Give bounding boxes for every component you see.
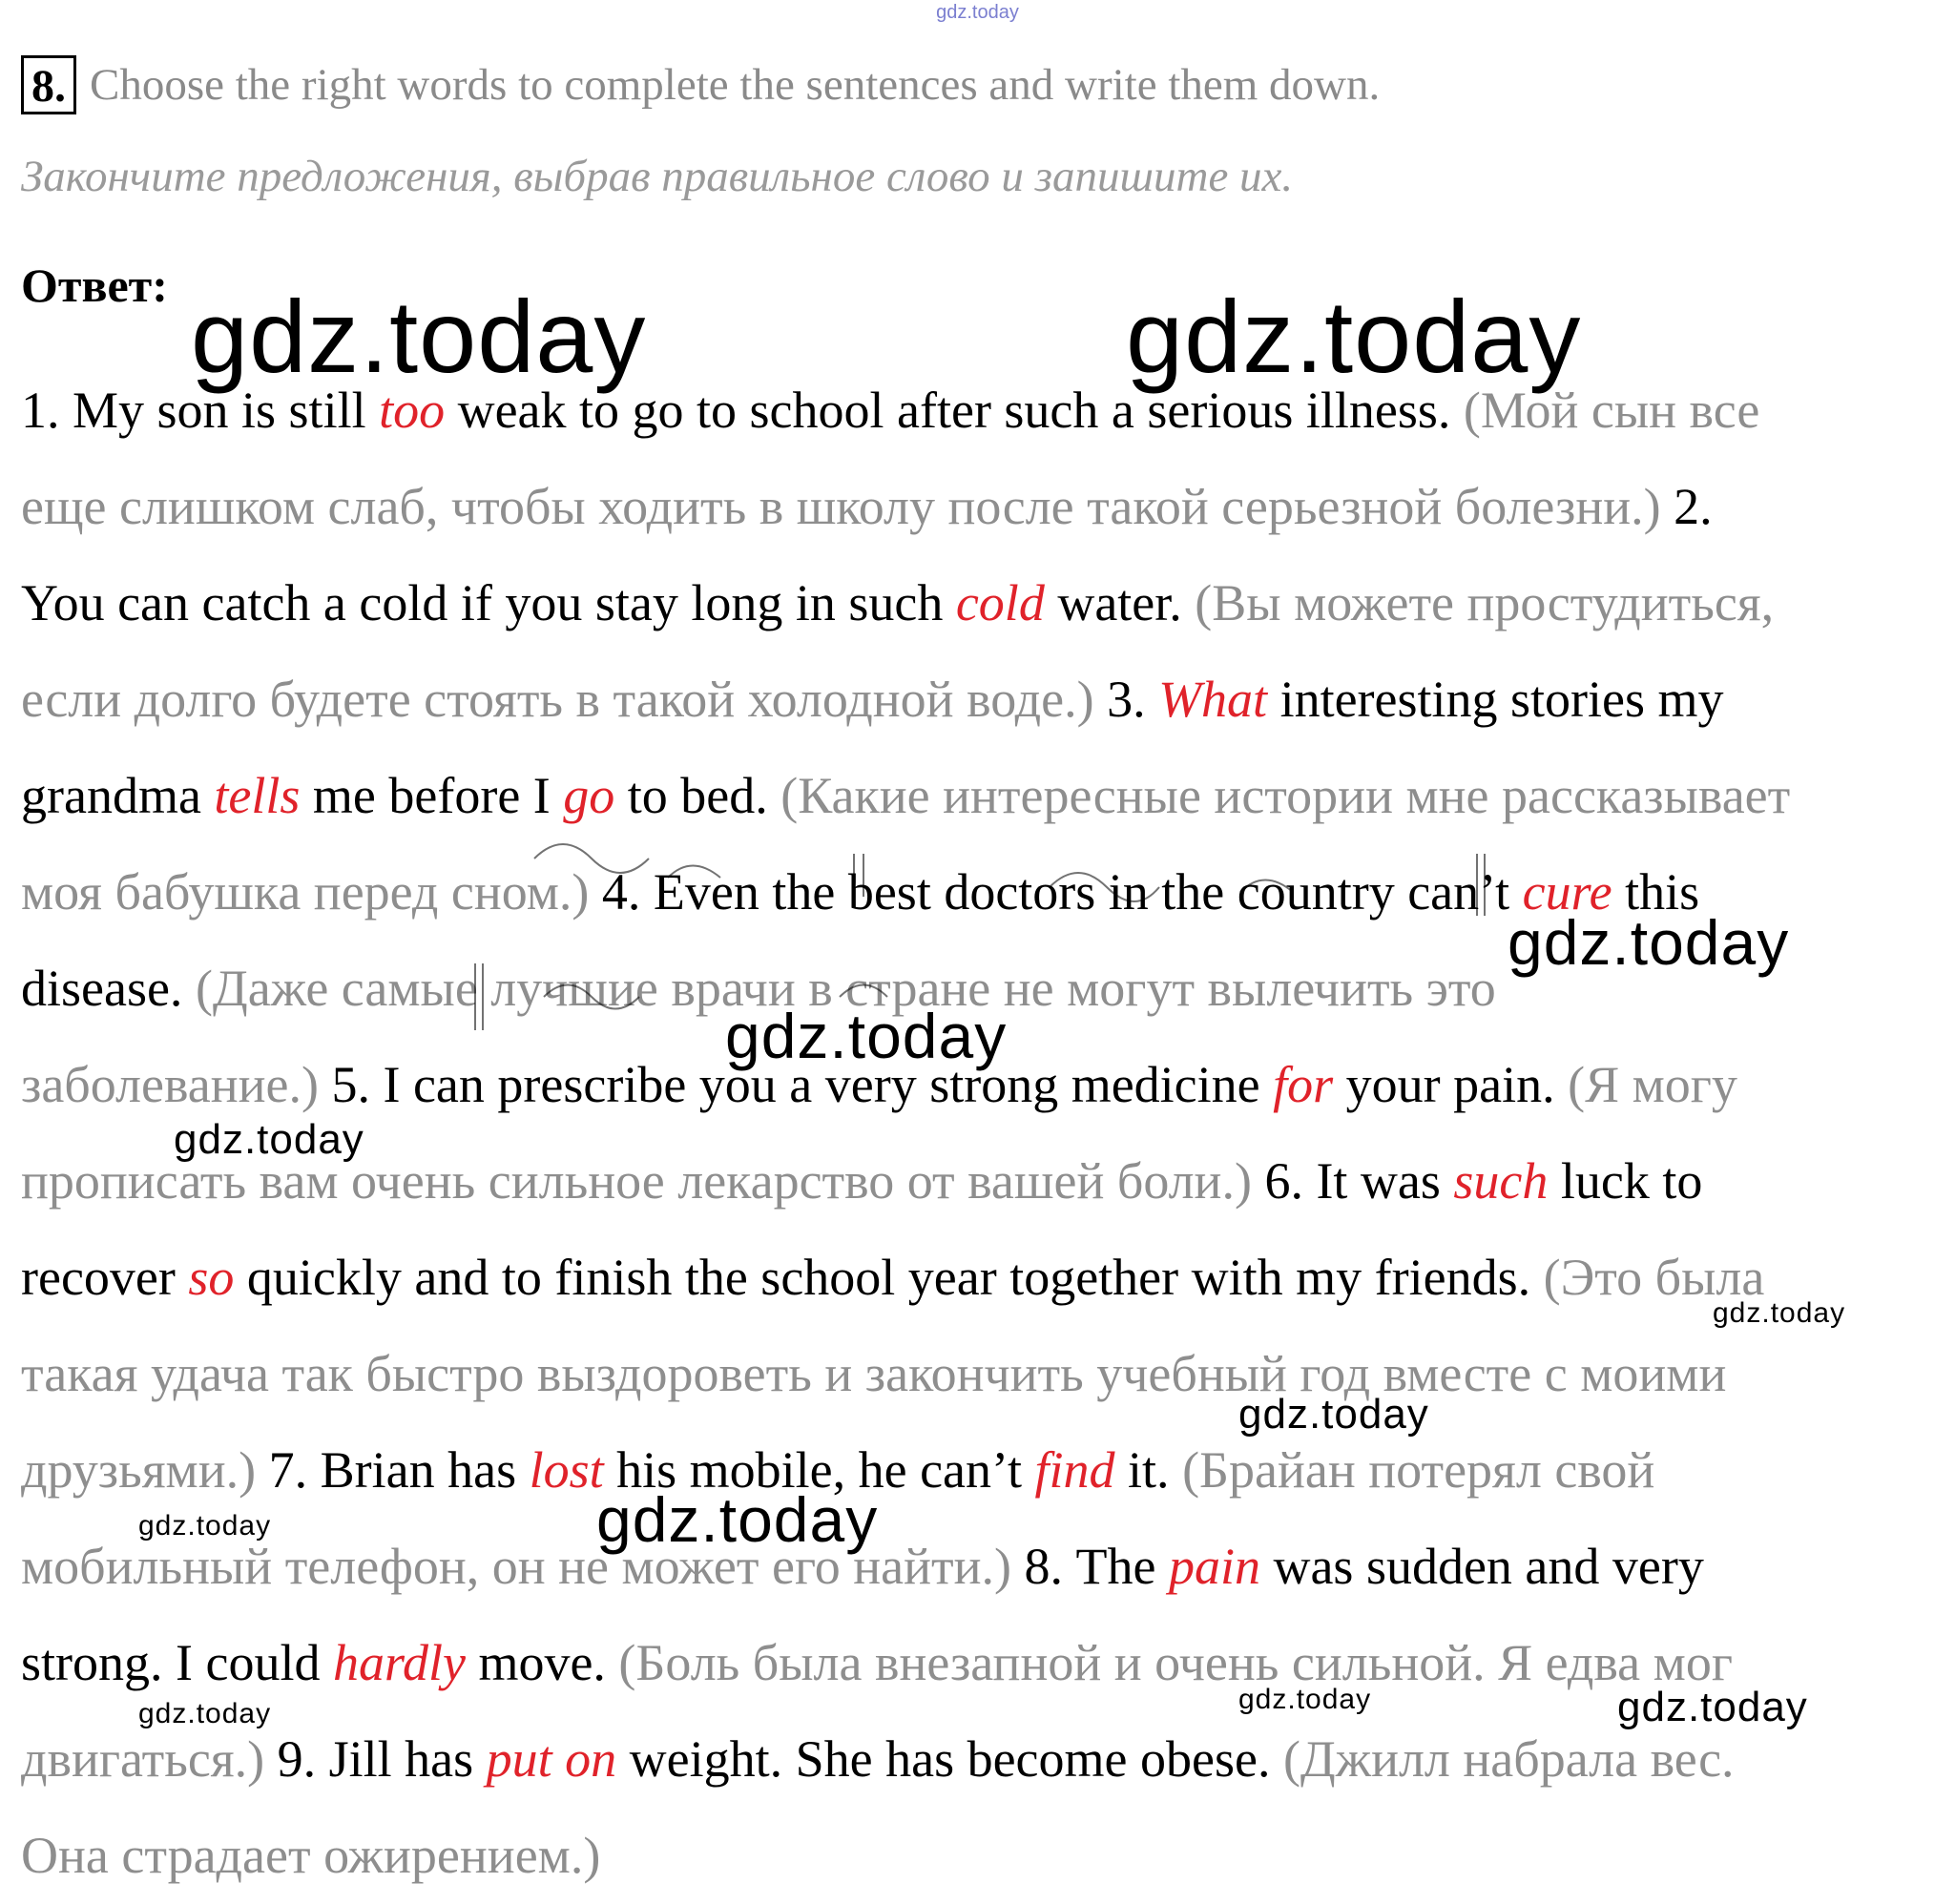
answer-word: put on	[486, 1730, 617, 1788]
answer-word: What	[1158, 671, 1268, 728]
translation-text: двигаться.)	[21, 1730, 278, 1788]
sentence-text: weak to go to school after such a serious illness.	[445, 382, 1464, 439]
translation-text: друзьями.)	[21, 1441, 269, 1499]
answer-word: such	[1453, 1152, 1549, 1210]
sentence-text: grandma	[21, 767, 215, 824]
translation-text: мобильный телефон, он не может его найти.)	[21, 1538, 1025, 1595]
answer-line	[21, 459, 1939, 555]
watermark: gdz.today	[725, 1001, 1008, 1071]
translation-text: (Боль была внезапной и очень сильной. Я едва мог	[618, 1634, 1733, 1691]
sentence-text: move.	[465, 1634, 619, 1691]
sentence-text: 7. Brian has	[268, 1441, 530, 1499]
sentence-text: disease.	[21, 960, 196, 1017]
sentence-text: luck to	[1548, 1152, 1703, 1210]
watermark: gdz.today	[1126, 279, 1582, 394]
answer-line	[21, 1326, 1939, 1422]
sentence-text: to bed.	[614, 767, 781, 824]
answer-word: tells	[214, 767, 301, 824]
translation-text: еще слишком слаб, чтобы ходить в школу после такой серьезной болезни.)	[21, 478, 1674, 535]
sentence-text: 4. Even the best doctors in the country can’t	[601, 863, 1523, 921]
answer-line	[21, 652, 1939, 748]
answer-word: find	[1034, 1441, 1115, 1499]
translation-text: прописать вам очень сильное лекарство от вашей боли.)	[21, 1152, 1265, 1210]
translation-text: если долго будете стоять в такой холодной воде.)	[21, 671, 1108, 728]
sentence-text: was sudden and very	[1259, 1538, 1704, 1595]
answer-line	[21, 1230, 1939, 1326]
translation-text: (Вы можете простудиться,	[1195, 574, 1775, 631]
translation-text: (Я могу	[1568, 1056, 1737, 1113]
answer-word: too	[379, 382, 446, 439]
answer-word: for	[1273, 1056, 1334, 1113]
sentence-text: strong. I could	[21, 1634, 333, 1691]
answer-word: so	[188, 1249, 235, 1306]
top-watermark: gdz.today	[936, 2, 1019, 23]
sentence-text: recover	[21, 1249, 189, 1306]
watermark: gdz.today	[138, 1698, 272, 1729]
task-instruction-ru: Закончите предложения, выбрав правильное слово и запишите их.	[21, 152, 1294, 201]
answer-label: Ответ:	[21, 259, 168, 312]
answer-word: cure	[1522, 863, 1612, 921]
translation-text: (Даже самые лучшие врачи в стране не могут вылечить это	[195, 960, 1496, 1017]
watermark: gdz.today	[1238, 1391, 1429, 1438]
sentence-text: 1. My son is still	[21, 382, 380, 439]
watermark: gdz.today	[1617, 1684, 1808, 1730]
translation-text: (Джилл набрала вес.	[1282, 1730, 1735, 1788]
translation-text: заболевание.)	[21, 1056, 332, 1113]
answer-word: hardly	[332, 1634, 466, 1691]
sentence-text: his mobile, he can’t	[603, 1441, 1035, 1499]
watermark: gdz.today	[1508, 907, 1790, 978]
sentence-text: weight. She has become obese.	[616, 1730, 1283, 1788]
sentence-text: 9. Jill has	[277, 1730, 487, 1788]
translation-text: (Мой сын все	[1463, 382, 1760, 439]
answer-line	[21, 1808, 1939, 1904]
translation-text: такая удача так быстро выздороветь и закончить учебный год вместе с моими	[21, 1345, 1727, 1402]
sentence-text: interesting stories my	[1267, 671, 1724, 728]
sentence-text: water.	[1044, 574, 1196, 631]
translation-text: моя бабушка перед сном.)	[21, 863, 602, 921]
answer-line	[21, 555, 1939, 652]
sentence-text: this	[1612, 863, 1700, 921]
watermark: gdz.today	[1713, 1297, 1846, 1329]
sentence-text: quickly and to finish the school year together with my friends.	[234, 1249, 1544, 1306]
translation-text: Она страдает ожирением.)	[21, 1827, 601, 1884]
task-instruction: Choose the right words to complete the sentences and write them down.	[90, 60, 1381, 110]
translation-text: (Это была	[1543, 1249, 1765, 1306]
answer-word: cold	[955, 574, 1045, 631]
answer-line	[21, 1519, 1939, 1615]
answer-word: lost	[529, 1441, 604, 1499]
answer-word: go	[563, 767, 615, 824]
translation-text: (Брайан потерял свой	[1182, 1441, 1655, 1499]
sentence-text: it.	[1114, 1441, 1183, 1499]
watermark: gdz.today	[174, 1116, 364, 1163]
watermark: gdz.today	[1238, 1684, 1372, 1715]
watermark: gdz.today	[138, 1510, 272, 1542]
sentence-text: 3.	[1107, 671, 1159, 728]
sentence-text: 8. The	[1024, 1538, 1169, 1595]
watermark: gdz.today	[596, 1484, 879, 1555]
answer-word: pain	[1168, 1538, 1260, 1595]
translation-text: (Какие интересные истории мне рассказывает	[780, 767, 1791, 824]
sentence-text: 5. I can prescribe you a very strong medicine	[331, 1056, 1274, 1113]
sentence-text: You can catch a cold if you stay long in such	[21, 574, 956, 631]
watermark: gdz.today	[191, 279, 647, 394]
answer-line	[21, 748, 1939, 844]
answer-line	[21, 1422, 1939, 1519]
sentence-text: 2.	[1674, 478, 1713, 535]
task-header	[21, 55, 1380, 114]
sentence-text: 6. It was	[1264, 1152, 1454, 1210]
task-number: 8.	[21, 55, 76, 114]
sentence-text: your pain.	[1333, 1056, 1569, 1113]
sentence-text: me before I	[300, 767, 564, 824]
